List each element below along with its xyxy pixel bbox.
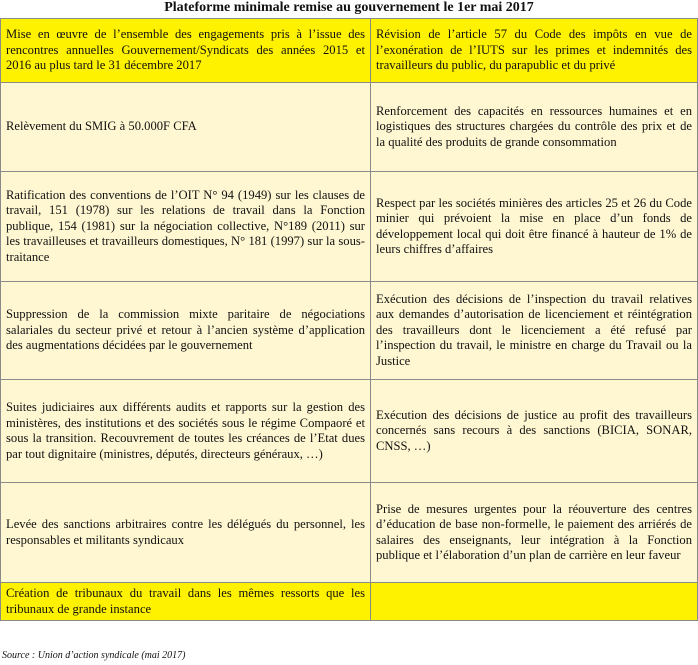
table-row xyxy=(1,380,698,483)
table-row xyxy=(1,483,698,583)
table-cell-right: Renforcement des capacités en ressources humaines et en logistiques des structures chargées du contrôle des prix et de la qualité des produits de grande consommation xyxy=(371,83,698,172)
table-cell-left: Suppression de la commission mixte paritaire de négociations salariales du secteur privé et retour à l’ancien système d’application des augmentations décidées par le gouvernement xyxy=(1,282,371,380)
table-row xyxy=(1,583,698,621)
table-row xyxy=(1,172,698,282)
table-cell-right: Exécution des décisions de l’inspection du travail relatives aux demandes d’autorisation de licenciement et réintégration des travailleurs dont le licenciement a été refusé par l’inspection du travail, le ministre en charge du Travail ou la Justice xyxy=(371,282,698,380)
table-cell-right: Respect par les sociétés minières des articles 25 et 26 du Code minier qui prévoient la mise en place d’un fonds de développement local qui doit être financé à hauteur de 1% de leurs chiffres d’affaires xyxy=(371,172,698,282)
table-row xyxy=(1,19,698,83)
table-cell-left: Mise en œuvre de l’ensemble des engagements pris à l’issue des rencontres annuelles Gouvernement/Syndicats des années 2015 et 2016 au plus tard le 31 décembre 2017 xyxy=(1,19,371,83)
table-row xyxy=(1,282,698,380)
table-cell-left: Suites judiciaires aux différents audits et rapports sur la gestion des ministères, des institutions et des sociétés sous le régime Compaoré et sous la transition. Recouvrement de toutes les créances de l’Etat dues par tout dignitaire (ministres, députés, directeurs généraux, …) xyxy=(1,380,371,483)
table-cell-left: Création de tribunaux du travail dans les mêmes ressorts que les tribunaux de grande instance xyxy=(1,583,371,621)
table-row xyxy=(1,83,698,172)
table-title: Plateforme minimale remise au gouvernement le 1er mai 2017 xyxy=(164,0,534,15)
table-cell-left: Levée des sanctions arbitraires contre les délégués du personnel, les responsables et militants syndicaux xyxy=(1,483,371,583)
table-cell-right xyxy=(371,583,698,621)
platform-table xyxy=(0,18,698,621)
table-cell-right: Révision de l’article 57 du Code des impôts en vue de l’exonération de l’IUTS sur les primes et indemnités des travailleurs du public, du parapublic et du privé xyxy=(371,19,698,83)
table-cell-right: Exécution des décisions de justice au profit des travailleurs concernés sans recours à des sanctions (BICIA, SONAR, CNSS, …) xyxy=(371,380,698,483)
source-note: Source : Union d’action syndicale (mai 2017) xyxy=(2,650,186,661)
table-cell-left: Ratification des conventions de l’OIT N° 94 (1949) sur les clauses de travail, 151 (1978) sur les relations de travail dans la Fonction publique, 154 (1981) sur la négociation collective, N°189 (2011) sur les travailleuses et travailleurs domestiques, N° 181 (1997) sur la sous-traitance xyxy=(1,172,371,282)
table-cell-right: Prise de mesures urgentes pour la réouverture des centres d’éducation de base non-formelle, le paiement des arriérés de salaires des enseignants, leur intégration à la Fonction publique et l’élaboration d’un plan de carrière en leur faveur xyxy=(371,483,698,583)
table-cell-left: Relèvement du SMIG à 50.000F CFA xyxy=(1,83,371,172)
